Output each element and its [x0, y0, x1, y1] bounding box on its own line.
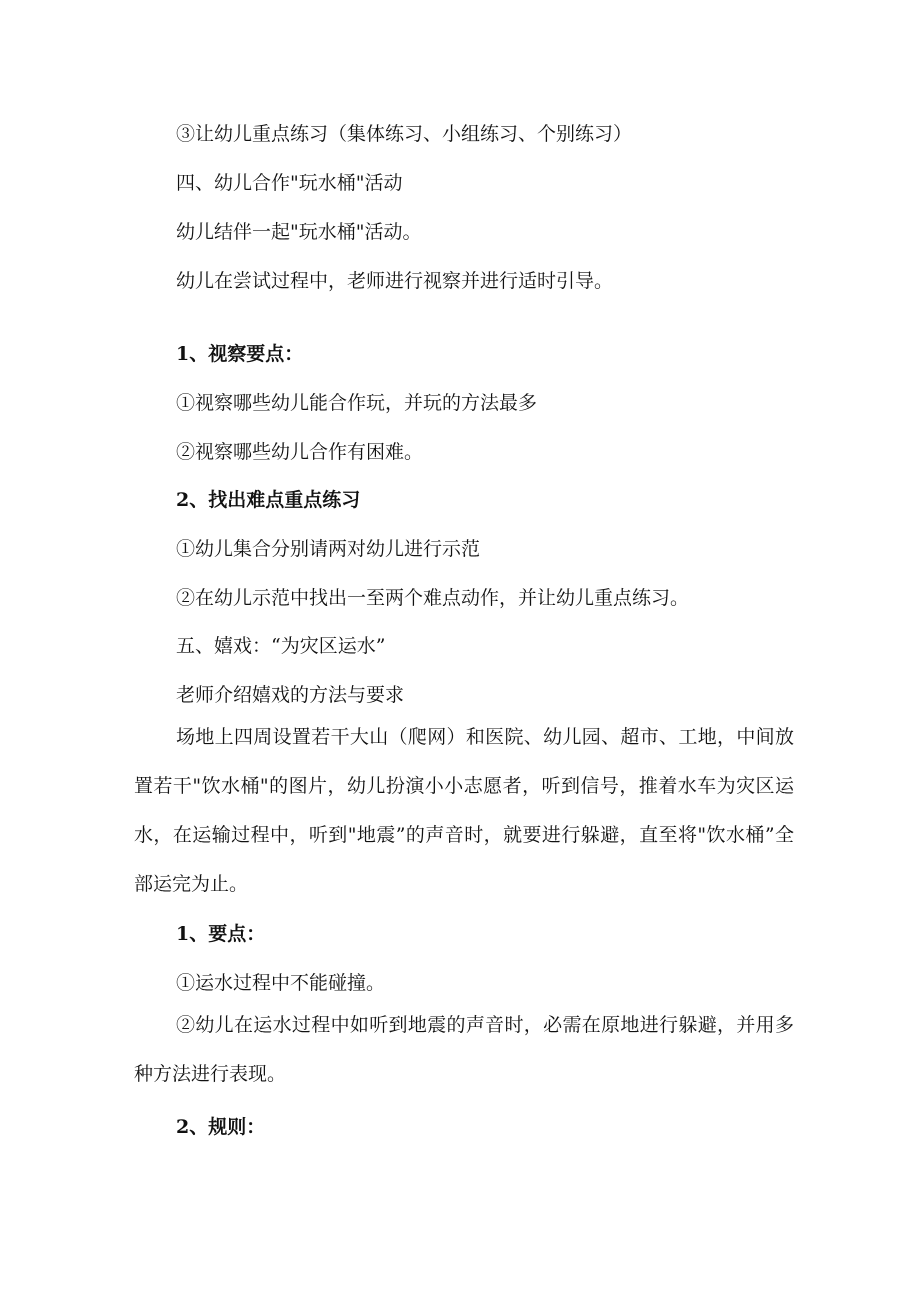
- difficulty-point-1: ①幼儿集合分别请两对幼儿进行示范: [176, 538, 481, 560]
- rules-heading: 2、规则：: [176, 1116, 266, 1138]
- game-field-paragraph: 场地上四周设置若干大山（爬网）和医院、幼儿园、超市、工地，中间放置若干"饮水桶"的图片，幼儿扮演小小志愿者，听到信号，推着水车为灾区运水，在运输过程中，听到"地震”的声音时，就要进行躲避，直至将"饮水桶”全部运完为止。: [134, 726, 794, 895]
- game-point-2: ②幼儿在运水过程中如听到地震的声音时，必需在原地进行躲避，并用多种方法进行表现。: [134, 1014, 794, 1085]
- section-4-heading: 四、幼儿合作"玩水桶"活动: [176, 172, 403, 194]
- observation-point-1: ①视察哪些幼儿能合作玩，并玩的方法最多: [176, 392, 538, 414]
- section-5-intro: 老师介绍嬉戏的方法与要求: [176, 684, 405, 706]
- step-3-text: ③让幼儿重点练习（集体练习、小组练习、个别练习）: [176, 123, 633, 145]
- section-4-line-1: 幼儿结伴一起"玩水桶"活动。: [176, 221, 422, 243]
- section-4-line-2: 幼儿在尝试过程中，老师进行视察并进行适时引导。: [176, 270, 614, 292]
- game-point-1: ①运水过程中不能碰撞。: [176, 972, 386, 994]
- observation-heading: 1、视察要点：: [176, 343, 304, 365]
- difficulty-heading: 2、找出难点重点练习: [176, 489, 361, 511]
- points-heading: 1、要点：: [176, 923, 266, 945]
- difficulty-point-2: ②在幼儿示范中找出一至两个难点动作，并让幼儿重点练习。: [176, 587, 690, 609]
- section-5-heading: 五、嬉戏：“为灾区运水”: [176, 635, 386, 657]
- observation-point-2: ②视察哪些幼儿合作有困难。: [176, 441, 424, 463]
